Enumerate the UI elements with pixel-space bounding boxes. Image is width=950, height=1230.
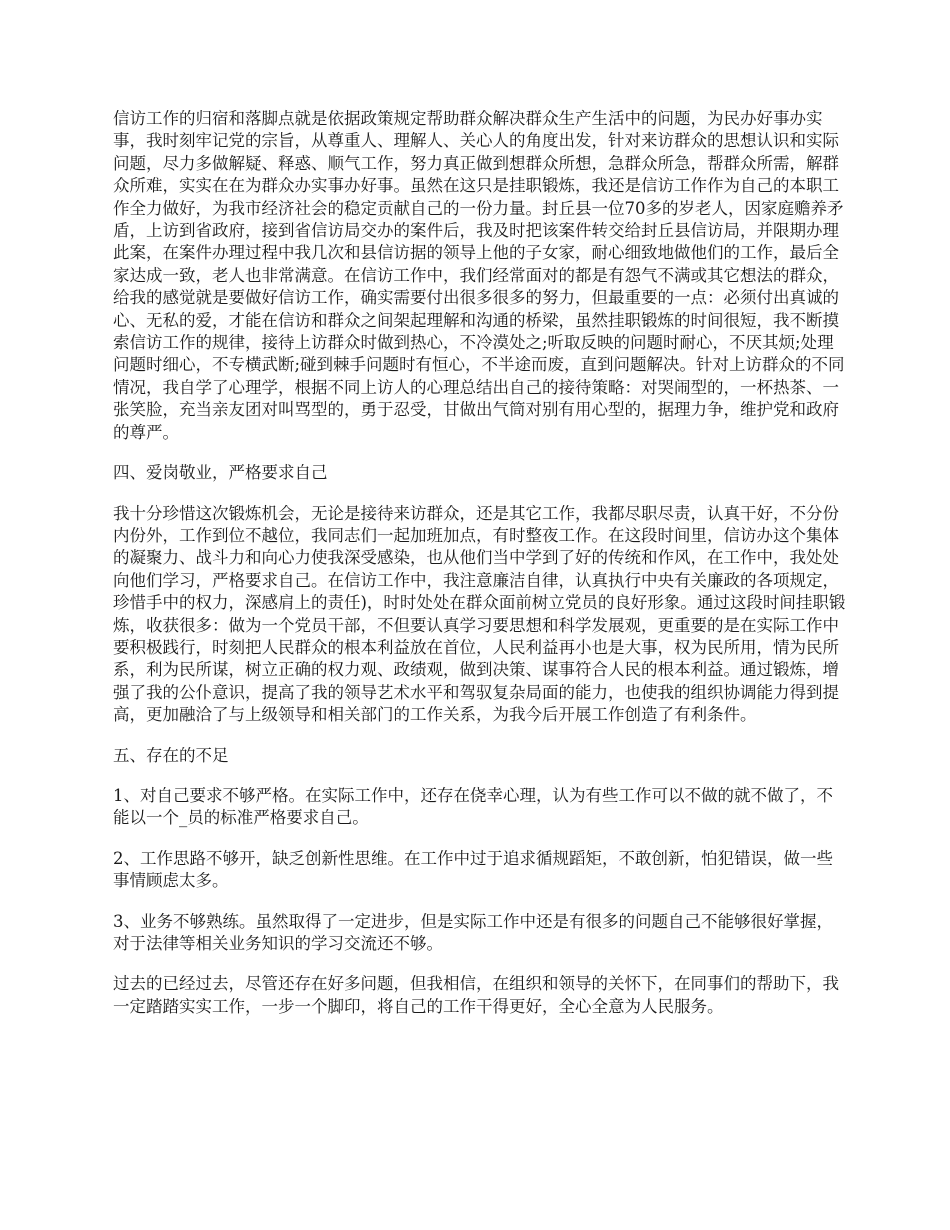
section-heading-dedication: 四、爱岗敬业，严格要求自己 [113,463,328,483]
paragraph-conclusion: 过去的已经过去，尽管还存在好多问题，但我相信，在组织和领导的关怀下，在同事们的帮助下，我一定踏踏实实工作，一步一个脚印，将自己的工作干得更好，全心全意为人民服务。 [113,974,839,1016]
paragraph-petition-work: 信访工作的归宿和落脚点就是依据政策规定帮助群众解决群众生产生活中的问题，为民办好事办实事，我时刻牢记党的宗旨，从尊重人、理解人、关心人的角度出发，针对来访群众的思想认识和实际问题，尽力多做解疑、释惑、顺气工作，努力真正做到想群众所想，急群众所急，帮群众所需，解群众所难，实实在在为群众办实事办好事。虽然在这只是挂职锻炼，我还是信访工作作为自己的本职工作全力做好，为我市经济社会的稳定贡献自己的一份力量。封丘县一位70多的岁老人，因家庭赡养矛盾，上访到省政府，接到省信访局交办的案件后，我及时把该案件转交给封丘县信访局，并限期办理此案，在案件办理过程中我几次和县信访据的领导上他的子女家，耐心细致地做他们的工作，最后全家达成一致，老人也非常满意。在信访工作中，我们经常面对的都是有怨气不满或其它想法的群众，给我的感觉就是要做好信访工作，确实需要付出很多很多的努力，但最重要的一点：必须付出真诚的心、无私的爱，才能在信访和群众之间架起理解和沟通的桥梁，虽然挂职锻炼的时间很短，我不断摸索信访工作的规律，接待上访群众时做到热心，不冷漠处之;听取反映的问题时耐心，不厌其烦;处理问题时细心，不专横武断;碰到棘手问题时有恒心，不半途而废，直到问题解决。针对上访群众的不同情况，我自学了心理学，根据不同上访人的心理总结出自己的接待策略：对哭闹型的，一杯热茶、一张笑脸，充当亲友团对叫骂型的，勇于忍受，甘做出气筒对别有用心型的，据理力争，维护党和政府的尊严。 [113,109,845,442]
paragraph-dedication: 我十分珍惜这次锻炼机会，无论是接待来访群众，还是其它工作，我都尽职尽责，认真干好，不分份内份外，工作到位不越位，我同志们一起加班加点，有时整夜工作。在这段时间里，信访办这个集体的凝聚力、战斗力和向心力使我深受感染，也从他们当中学到了好的传统和作风，在工作中，我处处向他们学习，严格要求自己。在信访工作中，我注意廉洁自律，认真执行中央有关廉政的各项规定，珍惜手中的权力，深感肩上的责任)，时时处处在群众面前树立党员的良好形象。通过这段时间挂职锻炼，收获很多：做为一个党员干部，不但要认真学习要思想和科学发展观，更重要的是在实际工作中要积极践行，时刻把人民群众的根本利益放在首位，人民利益再小也是大事，权为民所用，情为民所系，利为民所谋，树立正确的权力观、政绩观，做到决策、谋事符合人民的根本利益。通过锻炼，增强了我的公仆意识，提高了我的领导艺术水平和驾驭复杂局面的能力，也使我的组织协调能力得到提高，更加融洽了与上级领导和相关部门的工作关系，为我今后开展工作创造了有利条件。 [113,503,846,725]
shortcoming-item-3: 3、业务不够熟练。虽然取得了一定进步，但是实际工作中还是有很多的问题自己不能够很好掌握，对于法律等相关业务知识的学习交流还不够。 [113,911,833,953]
shortcoming-item-1: 1、对自己要求不够严格。在实际工作中，还存在侥幸心理，认为有些工作可以不做的就不做了，不能以一个_员的标准严格要求自己。 [113,785,833,828]
document-page [113,108,848,1036]
section-heading-shortcomings: 五、存在的不足 [113,745,229,765]
shortcoming-item-2: 2、工作思路不够开，缺乏创新性思维。在工作中过于追求循规蹈矩，不敢创新，怕犯错误，做一些事情顾虑太多。 [113,848,833,891]
